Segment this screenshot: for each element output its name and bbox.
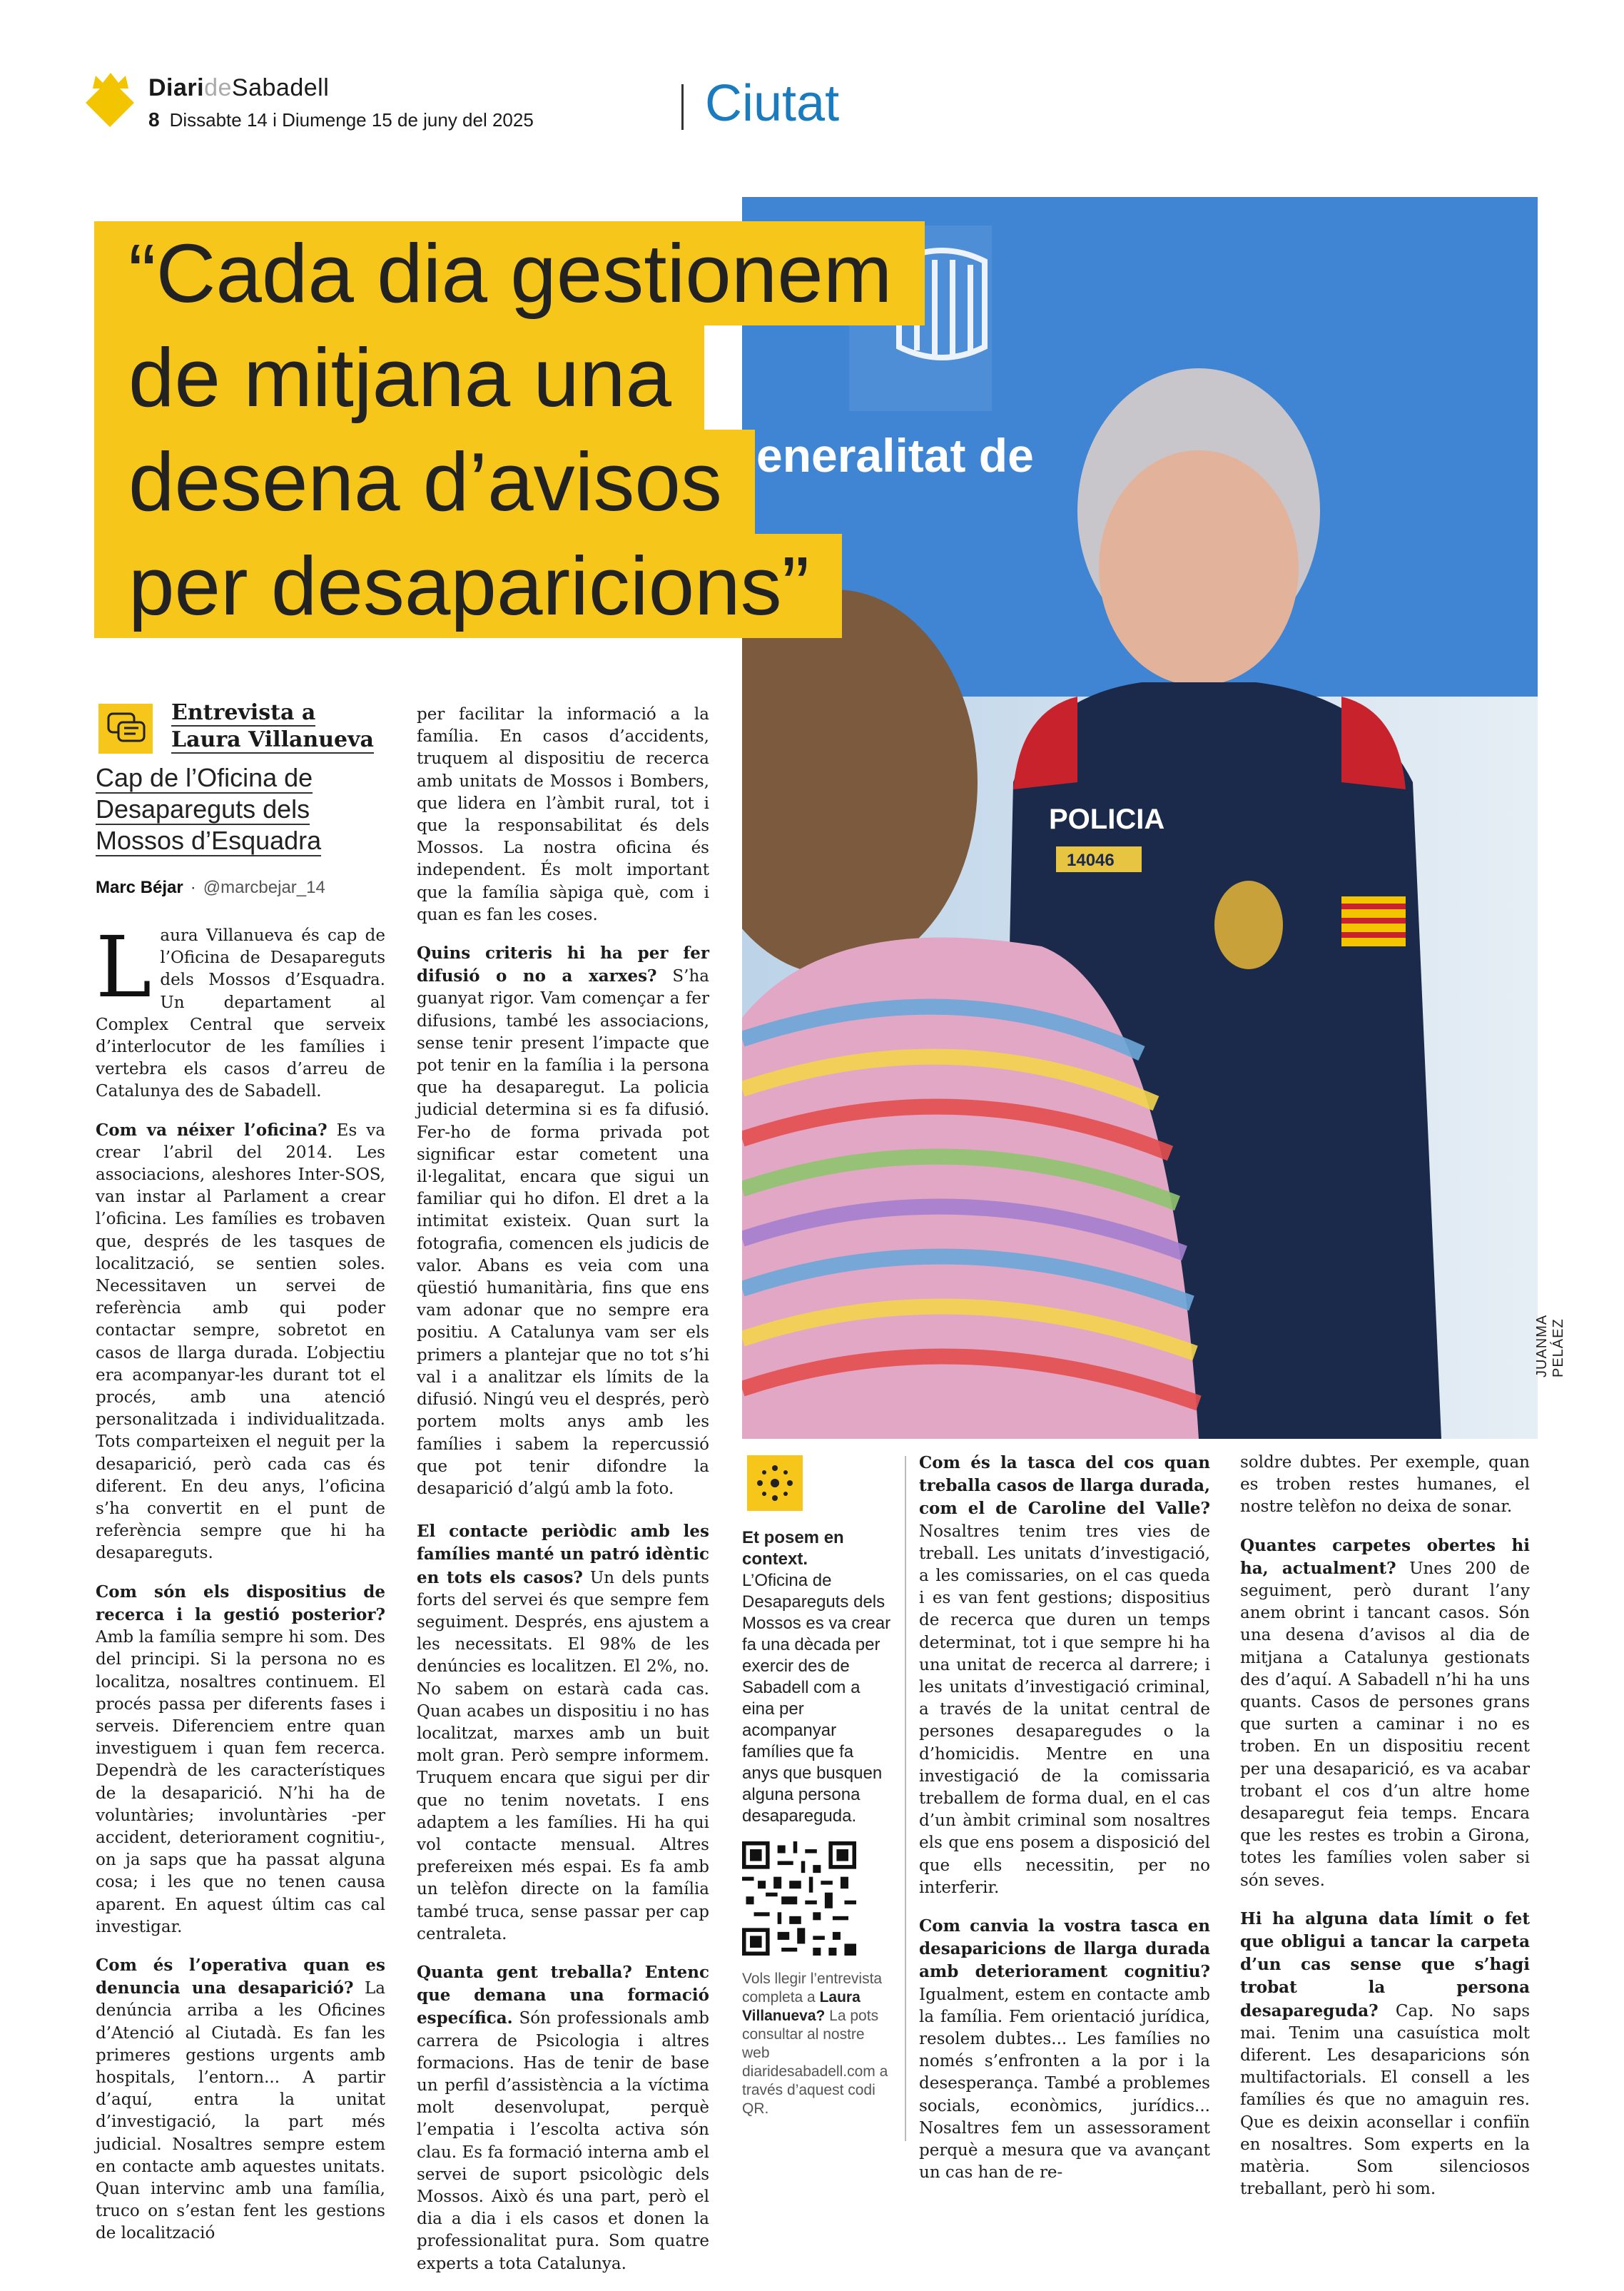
context-icon (744, 1452, 806, 1514)
qr-code-icon[interactable] (742, 1841, 856, 1956)
interviewee-role: Cap de l’Oficina de Desapareguts dels Mossos d’Esquadra (96, 763, 322, 855)
headline-line: “Cada dia gestionem (94, 221, 925, 325)
byline: Marc Béjar · @marcbejar_14 (96, 878, 325, 897)
section-divider (681, 84, 684, 130)
interview-label: Entrevista a Laura Villanueva (171, 700, 374, 752)
drop-cap: L (96, 918, 152, 1016)
author-name: Marc Béjar (96, 878, 183, 897)
headline-line: per desaparicions” (94, 534, 842, 638)
photo-wall-text: eneralitat de (756, 429, 1034, 482)
headline-line: desena d’avisos (94, 430, 755, 534)
context-title: Et posem en context. (742, 1528, 844, 1569)
interviewee-name: Laura Villanueva (171, 727, 374, 752)
page-number: 8 (148, 108, 160, 131)
column-rule (905, 1456, 906, 2141)
section-title: Ciutat (705, 75, 840, 132)
issue-date: Dissabte 14 i Diumenge 15 de juny del 2025 (169, 109, 534, 131)
svg-text:POLICIA: POLICIA (1049, 804, 1165, 835)
article-column-1: Laura Villanueva és cap de l’Oficina de Desapareguts dels Mossos d’Esquadra. Un departament al Complex Central que serveix d’interlocutor de les famílies i vertebra els casos d’arreu de Catalunya des de Sabadell. Com va néixer l’oficina? Es va crear l’abril del 2014. Les associacions, aleshores Inter-SOS, van instar al Parlament a crear l’oficina. Les famílies es trobaven que, després de les tasques de localització, se sentien soles. Necessitaven un servei de referència amb qui poder contactar sempre, sobretot en casos de llarga durada. L’objectiu era acompanyar-les durant tot el procés, amb una atenció personalitzada i individualitzada. Tots comparteixen el neguit per la desaparició, però cada cas és diferent. En deu anys, l’oficina s’ha convertit en el punt de referència sempre que hi ha desapareguts. Com són els dispositius de recerca i la gestió posterior? Amb la família sempre hi som. Des del principi. Si la persona no es localitza, nosaltres continuem. El procés passa per diferents fases i serveis. Diferenciem entre quan investiguem i quan fem recerca. Dependrà de les característiques de la desaparició. N’hi ha de voluntàries; involuntàries -per accident, deteriorament cognitiu-, on ja saps que ha passat alguna cosa; i les que no tenen causa aparent. En aquest últim cas cal investigar. Com és l’operativa quan es denuncia una desaparició? La denúncia arriba a les Oficines d’Atenció al Ciutadà. Es fan les primeres gestions urgents amb hospitals, l’entorn... A partir d’aquí, entra la unitat d’investigació, la part més judicial. Nosaltres sempre estem en contacte amb aquestes unitats. Quan intervinc amb una família, truco on s’estan fent les gestions de localització (96, 918, 385, 2243)
photo-credit: JUANMA PELÁEZ (1534, 1315, 1566, 1377)
svg-text:14046: 14046 (1067, 851, 1115, 870)
masthead-title[interactable]: DiarideSabadell (148, 74, 330, 101)
headline-line: de mitjana una (94, 325, 704, 430)
context-text: L’Oficina de Desapareguts dels Mossos es va crear fa una dècada per exercir des de Sabadell com a eina per acompanyar famílies que fa anys que busquen alguna persona desapareguda. (742, 1571, 891, 1826)
page-date-line (148, 108, 534, 131)
article-column-2: per facilitar la informació a la família. En casos d’accidents, truquem al dispositiu de recerca amb unitats de Mossos i Bombers, que lidera en l’àmbit rural, tot i que la responsabilitat és dels Mossos. La nostra oficina és independent. És molt important que la família sàpiga què, com i quan es fan les coses. Quins criteris hi ha per fer difusió o no a xarxes? S’ha guanyat rigor. Vam començar a fer difusions, també les associacions, sense tenir present l’impacte que pot tenir en la família i la persona que ha desaparegut. La policia judicial determina si es fa difusió. Fer-ho de forma privada pot significar estar cometent una il·legalitat, encara que sigui un familiar qui ho difon. El dret a la intimitat existeix. Quan surt la fotografia, comencen els judicis de valor. Abans es veia com una qüestió humanitària, fins que ens vam adonar que no sempre era positiu. A Catalunya vam ser els primers a plantejar que no tot s’hi val i a analitzar els límits de la difusió. Ningú veu el després, però portem molts anys amb les famílies i sabem la repercussió que pot tenir difondre la desaparició d’algú amb la foto. El contacte periòdic amb les famílies manté un patró idèntic en tots els casos? Un dels punts forts del servei és que sempre fem seguiment. Després, ens ajustem a les necessitats. El 98% de les denúncies es localitzen. El 2%, no. No sabem on estarà cada cas. Quan acabes un dispositiu i no has localitzat, marxes amb un buit molt gran. Però sempre informem. Truquem encara que sigui per dir que no tenim novetats. I ens adaptem a les famílies. Hi ha qui vol contacte mensual. Altres prefereixen més espai. Es fa amb un telèfon directe on la família també truca, sense passar per cap centraleta. Quanta gent treballa? Entenc que demana una formació específica. Són professionals amb carrera de Psicologia i altres formacions. Has de tenir de base un perfil d’assistència a la víctima molt desenvolupat, perquè l’empatia i l’escolta activa són clau. Es fa formació interna amb el servei de suport psicològic dels Mossos. Això és una part, però el dia a dia i els casos et donen la professionalitat pura. Som quatre experts a tota Catalunya. (417, 705, 709, 2273)
context-box (742, 1520, 893, 1827)
qr-note: Vols llegir l’entrevista completa a Laura Villanueva? La pots consultar al nostre web diaridesabadell.com a través d’aquest codi QR. (742, 1971, 888, 2117)
article-column-3: Com és la tasca del cos quan treballa casos de llarga durada, com el de Caroline del Valle? Nosaltres tenim tres vies de treball. Les unitats d’investigació, a les comissaries, on el cas queda i es van fent gestions; dispositius de recerca que duren un temps determinat, tot i que sempre hi ha una unitat de recerca al darrere; i les unitats d’investigació criminal, a través de la unitat central de persones desaparegudes o la d’homicidis. Mentre en una investigació de la comissaria treballem de forma dual, en el cas d’un àmbit criminal som nosaltres els que ens posem a disposició del que ells necessitin, per no interferir. Com canvia la vostra tasca en desaparicions de llarga durada amb deteriorament cognitiu? Igualment, estem en contacte amb la família. Fem orientació jurídica, resolem dubtes... Les famílies no només s’enfronten a la por i la desesperança. També a problemes socials, econòmics, jurídics... Nosaltres fem un assessorament perquè a mesura que va avançant un cas han de re- (919, 1453, 1210, 2183)
headline (94, 221, 993, 638)
speech-bubbles-icon (98, 704, 153, 754)
author-handle[interactable]: @marcbejar_14 (203, 878, 325, 897)
article-column-4: soldre dubtes. Per exemple, quan es troben restes humanes, el nostre telèfon no deixa de sonar. Quantes carpetes obertes hi ha, actualment? Unes 200 de seguiment, però durant l’any anem obrint i tancant casos. Són una desena d’avisos al dia de mitjana a Catalunya gestionats des d’aquí. A Sabadell n’hi ha uns quants. Casos de persones grans que surten a caminar i no es troben. En un dispositiu recent per una desaparició, es va acabar trobant el cos d’un altre home desaparegut feia temps. Encara que les restes es trobin a Girona, totes les famílies volen saber si són seves. Hi ha alguna data límit o fet que obligui a tancar la carpeta d’un cas sense que s’hagi trobat la persona desapareguda? Cap. No saps mai. Tenim una casuística molt diferent. Les desaparicions són multifactorials. El consell a les famílies és que no amaguin res. Que es deixin aconsellar i confiïn en nosaltres. Som experts en la matèria. Som silenciosos treballant, però hi som. (1240, 1453, 1531, 2199)
